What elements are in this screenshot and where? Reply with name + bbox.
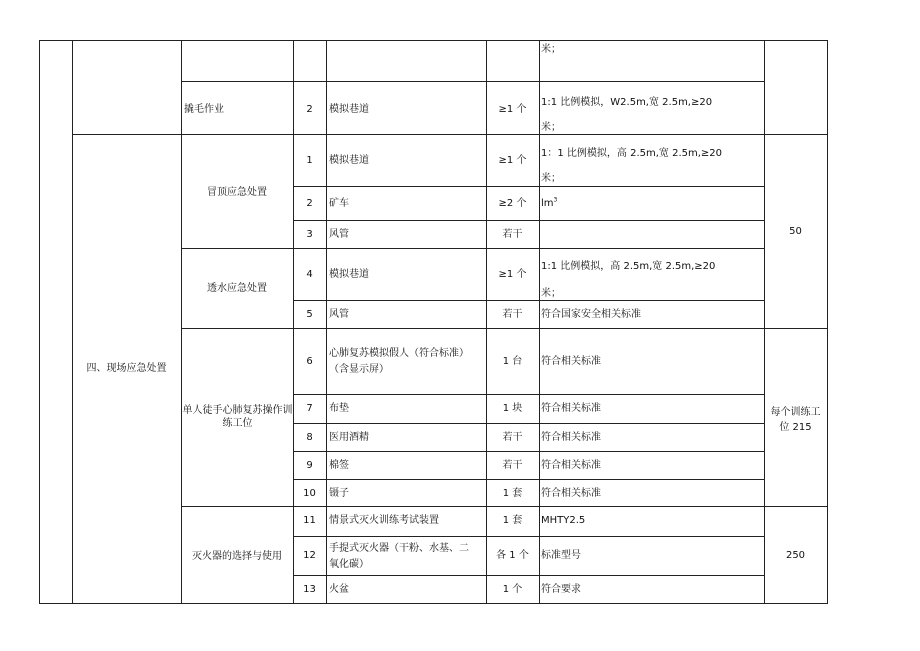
row-line	[181, 328, 828, 329]
item-name: 火盆	[329, 584, 349, 595]
spec-cell: 符合要求	[541, 584, 581, 595]
spec-cell: 符合相关标准	[541, 403, 601, 414]
item-name: 风管	[329, 229, 349, 240]
item-name: 模拟巷道	[329, 104, 369, 115]
row-number: 1	[306, 155, 313, 166]
row-line	[293, 536, 765, 537]
spec-cell: 标准型号	[541, 550, 581, 561]
table-border-right	[827, 40, 828, 604]
item-name: 棉签	[329, 460, 349, 471]
row-line	[293, 300, 765, 301]
quantity: ≥1 个	[498, 104, 527, 115]
row-number: 7	[306, 403, 313, 414]
section-title: 四、现场应急处置	[86, 363, 167, 374]
item-name: 医用酒精	[329, 432, 369, 443]
table-border-bottom	[39, 603, 828, 604]
item-name: 矿车	[329, 198, 349, 209]
spec-cell: 米；	[541, 288, 561, 299]
col-line	[181, 40, 182, 604]
area-value: 每个训练工	[770, 407, 821, 418]
spec-cell: 符合相关标准	[541, 356, 601, 367]
item-name: 模拟巷道	[329, 269, 369, 280]
quantity: 1 块	[502, 403, 523, 414]
item-name: 心肺复苏模拟假人（符合标准）	[329, 348, 469, 359]
row-number: 2	[306, 104, 313, 115]
spec-cell: 符合国家安全相关标准	[541, 309, 641, 320]
spec-cell: 符合相关标准	[541, 460, 601, 471]
quantity: 若干	[502, 432, 523, 443]
row-line	[181, 248, 765, 249]
item-name: （含显示屏）	[329, 364, 389, 375]
item-name: 情景式灭火训练考试装置	[329, 515, 439, 526]
row-line	[181, 81, 765, 82]
area-value: 50	[789, 226, 802, 237]
spec-cell: 符合相关标准	[541, 432, 601, 443]
spec-cell: 米；	[541, 44, 561, 55]
area-value: 250	[785, 550, 806, 561]
row-line	[293, 394, 765, 395]
table-border-top	[39, 40, 828, 41]
spec-cell: 符合相关标准	[541, 488, 601, 499]
spec-cell: 米；	[541, 122, 561, 133]
row-number: 10	[303, 488, 316, 499]
spec-cell: 1:1 比例模拟，高 2.5m,宽 2.5m,≥20	[541, 261, 716, 272]
row-number: 12	[303, 550, 316, 561]
row-number: 8	[306, 432, 313, 443]
quantity: ≥2 个	[498, 198, 527, 209]
quantity: 1 个	[502, 584, 523, 595]
row-number: 5	[306, 309, 313, 320]
quantity: 若干	[502, 309, 523, 320]
quantity: 各 1 个	[496, 550, 529, 561]
quantity: ≥1 个	[498, 269, 527, 280]
spec-superscript: 3	[553, 196, 558, 204]
row-number: 11	[303, 515, 316, 526]
row-line	[293, 575, 765, 576]
row-line	[181, 506, 828, 507]
spec-cell: MHTY2.5	[541, 515, 586, 526]
spec-text: lm	[541, 198, 554, 209]
quantity: 若干	[502, 229, 523, 240]
area-value: 位 215	[779, 422, 812, 433]
quantity: 若干	[502, 460, 523, 471]
row-number: 9	[306, 460, 313, 471]
row-number: 4	[306, 269, 313, 280]
item-name: 镊子	[329, 488, 349, 499]
spec-cell: 米；	[541, 173, 561, 184]
item-name: 模拟巷道	[329, 155, 369, 166]
group-label: 单人徒手心肺复苏操作训练工位	[182, 405, 293, 429]
quantity: 1 套	[502, 488, 523, 499]
col-line	[764, 40, 765, 604]
spec-cell: 1：1 比例模拟，高 2.5m,宽 2.5m,≥20	[541, 148, 723, 159]
row-line	[293, 423, 765, 424]
item-name: 布垫	[329, 403, 349, 414]
quantity: 1 套	[502, 515, 523, 526]
group-label: 撬毛作业	[184, 104, 224, 115]
item-name: 氧化碳）	[329, 559, 369, 570]
row-number: 13	[303, 584, 316, 595]
table-border-left	[39, 40, 40, 604]
row-line	[293, 220, 765, 221]
row-line	[293, 479, 765, 480]
quantity: ≥1 个	[498, 155, 527, 166]
item-name: 手提式灭火器（干粉、水基、二	[329, 543, 469, 554]
row-number: 2	[306, 198, 313, 209]
item-name: 风管	[329, 309, 349, 320]
spec-cell	[539, 197, 557, 210]
row-line	[293, 186, 765, 187]
group-label: 透水应急处置	[207, 283, 267, 294]
quantity: 1 台	[502, 356, 523, 367]
row-line	[293, 451, 765, 452]
group-label: 灭火器的选择与使用	[192, 551, 282, 562]
group-label: 冒顶应急处置	[207, 187, 267, 198]
col-line	[72, 40, 73, 604]
spec-cell: 1:1 比例模拟，W2.5m,宽 2.5m,≥20	[541, 97, 713, 108]
row-line	[72, 134, 828, 135]
row-number: 3	[306, 229, 313, 240]
row-number: 6	[306, 356, 313, 367]
